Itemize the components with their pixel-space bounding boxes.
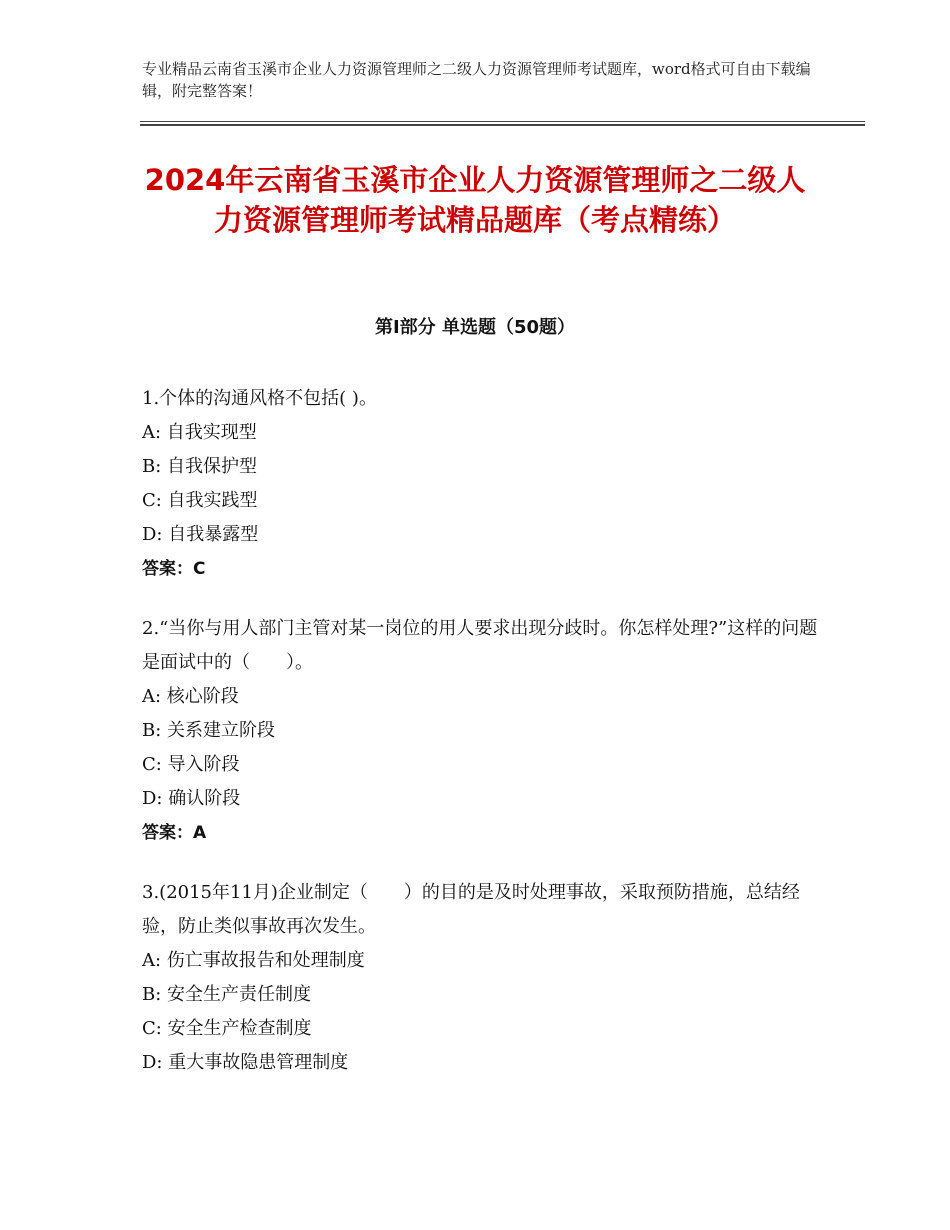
- question-text: 3.(2015年11月)企业制定（ ）的目的是及时处理事故，采取预防措施，总结经验，防止类似事故再次发生。: [142, 882, 800, 937]
- option-a: A: 核心阶段: [142, 686, 239, 707]
- question-text: 1.个体的沟通风格不包括( )。: [142, 388, 377, 409]
- document-title: 2024年云南省玉溪市企业人力资源管理师之二级人力资源管理师考试精品题库（考点精练）: [144, 163, 806, 237]
- option-b: B: 自我保护型: [142, 456, 258, 477]
- option-d: D: 重大事故隐患管理制度: [142, 1052, 349, 1073]
- question-list: [142, 382, 822, 1106]
- question-text: 2.“当你与用人部门主管对某一岗位的用人要求出现分歧时。你怎样处理?”这样的问题是面试中的（ ）。: [142, 618, 818, 673]
- question-1: [142, 382, 822, 586]
- answer: 答案：C: [142, 559, 206, 579]
- question-3: [142, 876, 822, 1080]
- option-c: C: 安全生产检查制度: [142, 1018, 312, 1039]
- answer: 答案：A: [142, 823, 207, 843]
- option-a: A: 自我实现型: [142, 422, 257, 443]
- option-d: D: 自我暴露型: [142, 524, 259, 545]
- option-a: A: 伤亡事故报告和处理制度: [142, 950, 365, 971]
- header-divider-thick: [140, 124, 865, 126]
- section-title: 第Ⅰ部分 单选题（50题）: [374, 317, 575, 338]
- header-note: 专业精品云南省玉溪市企业人力资源管理师之二级人力资源管理师考试题库，word格式可自由下载编辑，附完整答案！: [142, 60, 811, 100]
- option-d: D: 确认阶段: [142, 788, 241, 809]
- option-b: B: 安全生产责任制度: [142, 984, 312, 1005]
- option-c: C: 导入阶段: [142, 754, 240, 775]
- question-2: [142, 612, 822, 850]
- option-b: B: 关系建立阶段: [142, 720, 276, 741]
- option-c: C: 自我实践型: [142, 490, 258, 511]
- header-divider-thin: [140, 121, 865, 122]
